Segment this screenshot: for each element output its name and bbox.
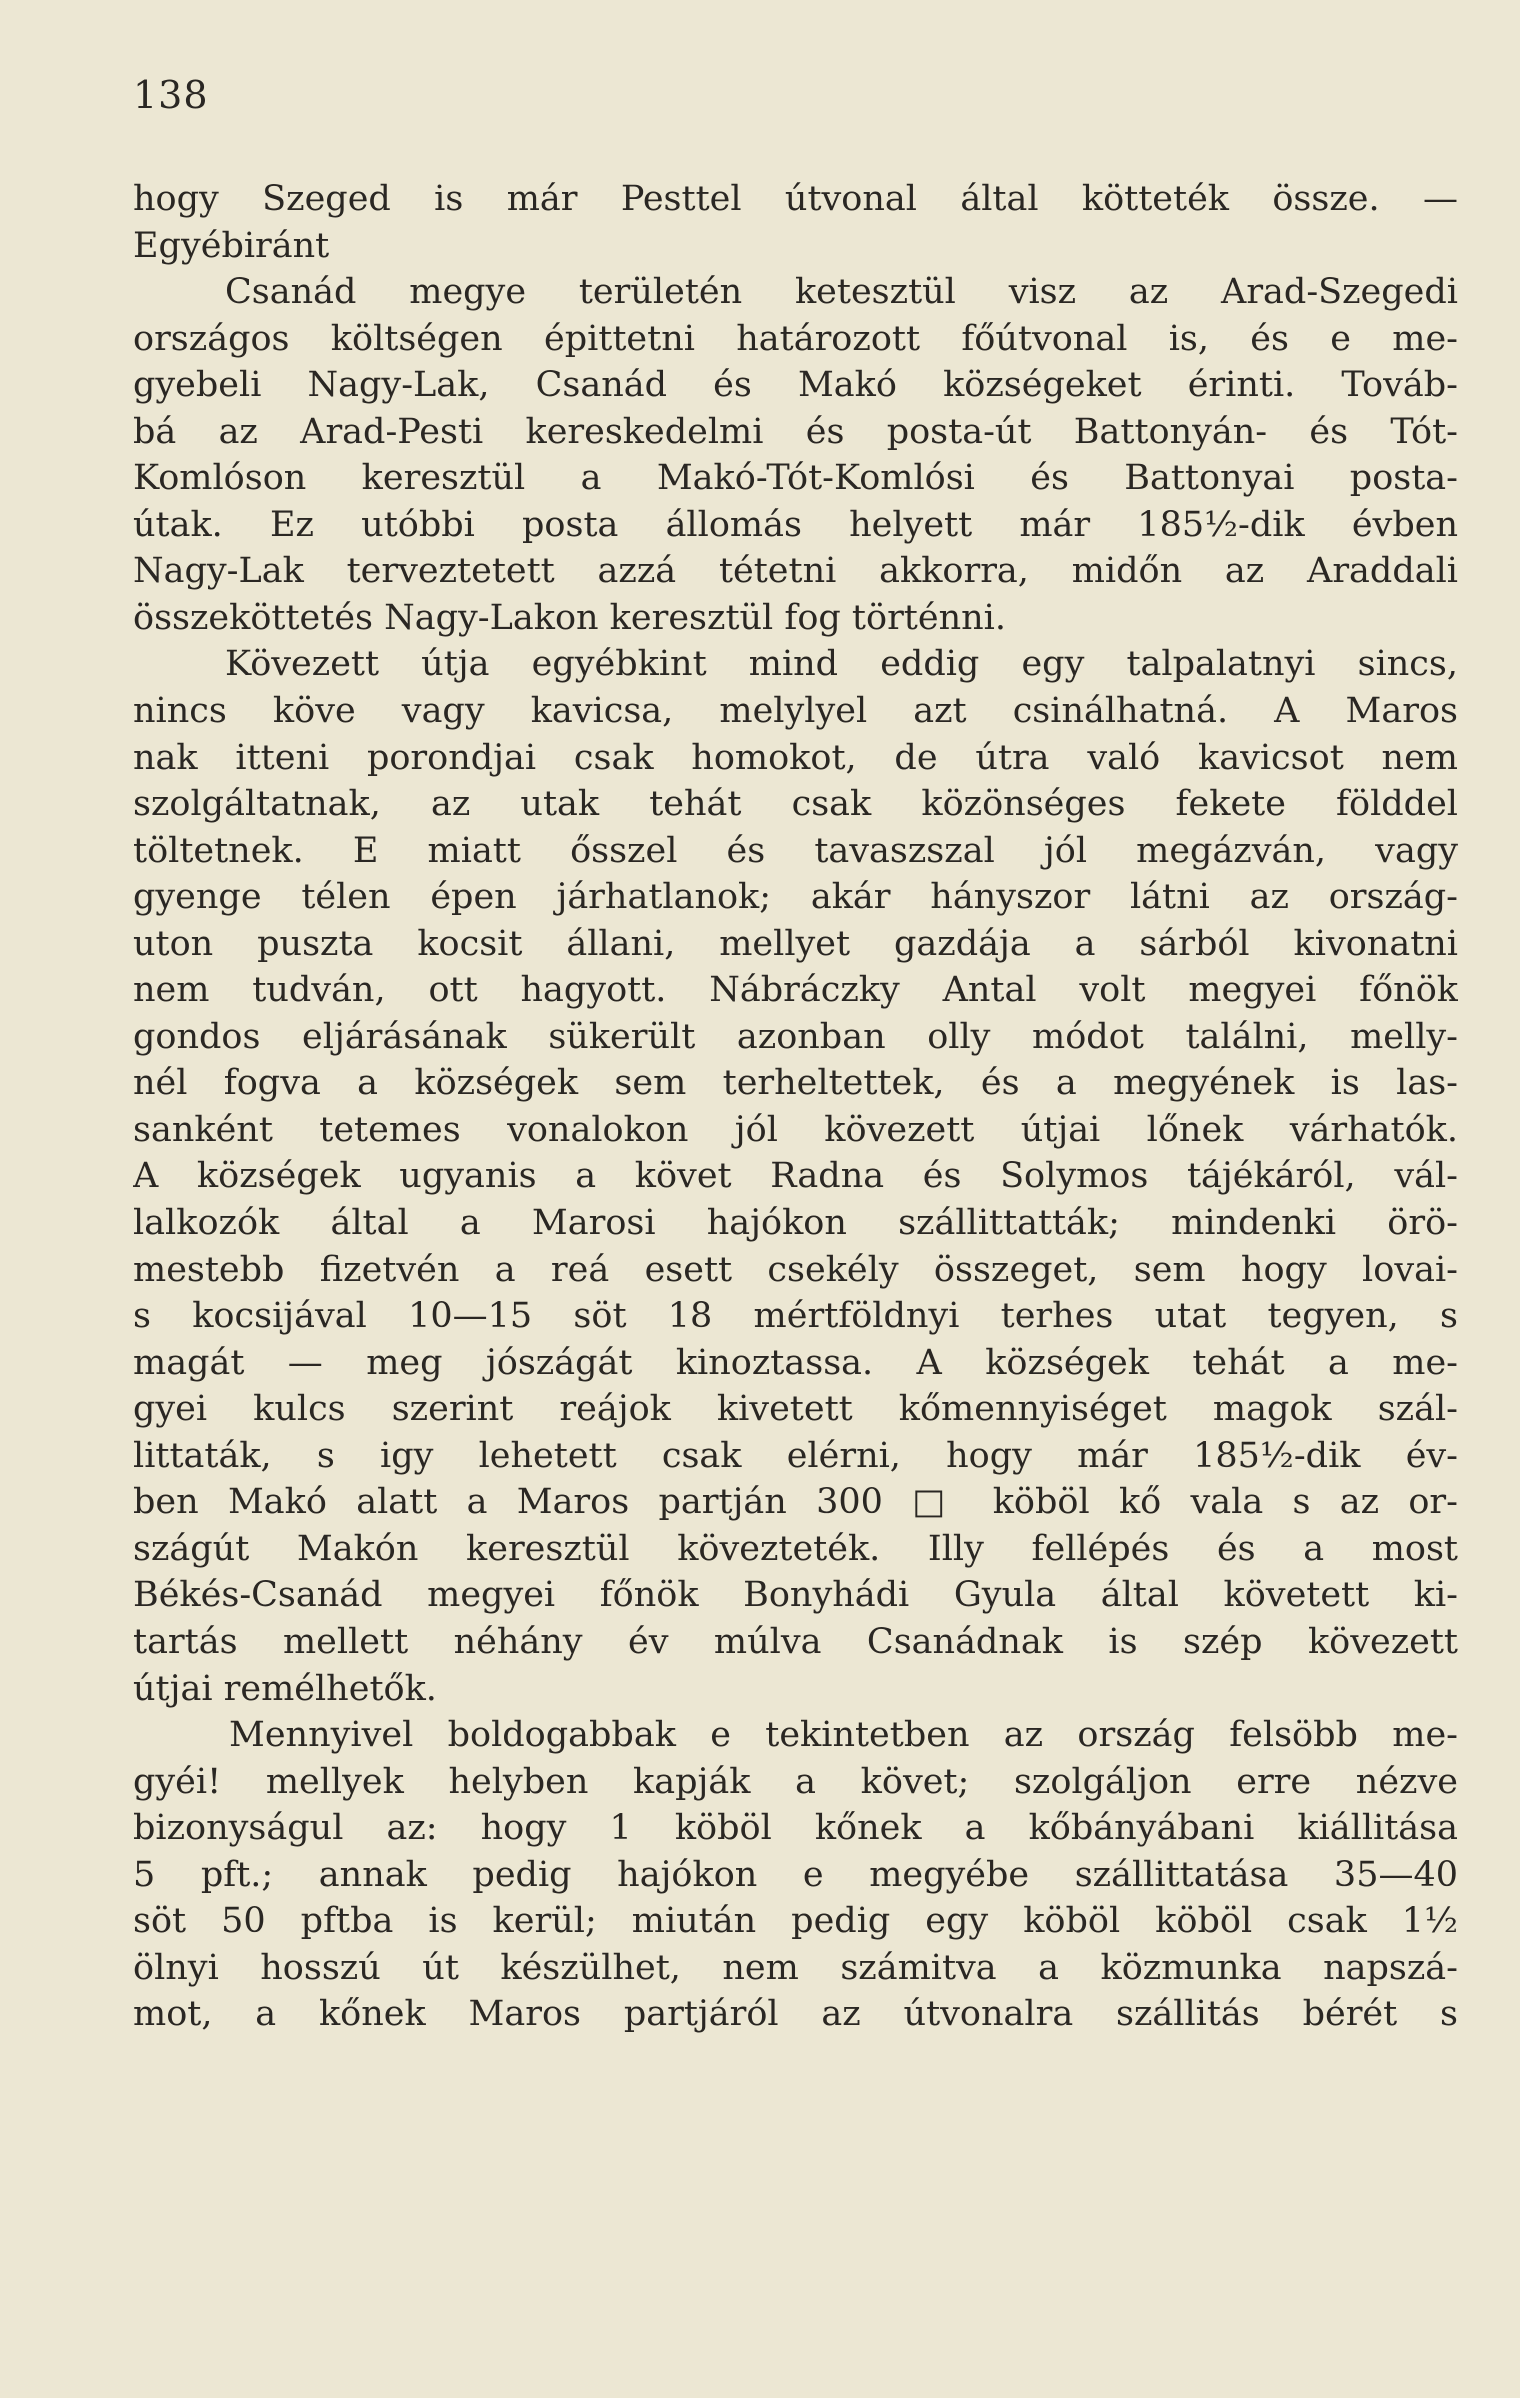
text-line: nincs köve vagy kavicsa, melylyel azt csinálhatná. A Maros [133,691,1458,732]
text-line: Békés-Csanád megyei főnök Bonyhádi Gyula által követett ki- [133,1575,1458,1616]
text-line: nél fogva a községek sem terheltettek, és a megyének is las- [133,1063,1458,1104]
text-line: sanként tetemes vonalokon jól kövezett útjai lőnek várhatók. [133,1109,1458,1150]
text-line: gyebeli Nagy-Lak, Csanád és Makó községeket érinti. Továb- [133,365,1458,406]
text-line: bizonyságul az: hogy 1 köböl kőnek a kőbányábani kiállitása [133,1808,1458,1849]
text-line: összeköttetés Nagy-Lakon keresztül fog történni. [133,597,1006,638]
page-number: 138 [133,73,209,117]
text-line: gyéi! mellyek helyben kapják a követ; szolgáljon erre nézve [133,1761,1458,1802]
text-line: útak. Ez utóbbi posta állomás helyett már 185½-dik évben [133,504,1458,545]
text-line: nak itteni porondjai csak homokot, de útra való kavicsot nem [133,737,1458,778]
text-line: mot, a kőnek Maros partjáról az útvonalra szállitás bérét s [133,1994,1458,2035]
text-line: hogy Szeged is már Pesttel útvonal által kötteték össze. — [133,179,1458,219]
text-line: ölnyi hosszú út készülhet, nem számitva a közmunka napszá- [133,1947,1458,1988]
text-line: gyenge télen épen járhatlanok; akár hányszor látni az ország- [133,877,1458,918]
text-line: lalkozók által a Marosi hajókon szállittatták; mindenki örö- [133,1203,1458,1244]
text-line: szágút Makón keresztül kövezteték. Illy fellépés és a most [133,1528,1458,1569]
text-line: nem tudván, ott hagyott. Nábráczky Antal volt megyei főnök [133,970,1458,1011]
text-line: s kocsijával 10—15 söt 18 mértföldnyi terhes utat tegyen, s [133,1296,1458,1337]
text-line: Egyébiránt [133,225,330,266]
text-line: töltetnek. E miatt ősszel és tavaszszal jól megázván, vagy [133,830,1458,871]
text-line: Komlóson keresztül a Makó-Tót-Komlósi és Battonyai posta- [133,458,1458,499]
text-line: útjai remélhetők. [133,1668,437,1709]
text-line: magát — meg jószágát kinoztassa. A községek tehát a me- [133,1342,1458,1383]
text-line: gondos eljárásának sükerült azonban olly módot találni, melly- [133,1016,1458,1057]
text-line: söt 50 pftba is kerül; miután pedig egy köböl köböl csak 1½ [133,1901,1458,1942]
text-line: 5 pft.; annak pedig hajókon e megyébe szállittatása 35—40 [133,1854,1458,1895]
text-line: A községek ugyanis a követ Radna és Solymos tájékáról, vál- [133,1156,1458,1197]
text-line: Nagy-Lak terveztetett azzá tétetni akkorra, midőn az Araddali [133,551,1458,592]
text-line: littaták, s igy lehetett csak elérni, hogy már 185½-dik év- [133,1435,1458,1476]
text-line: Mennyivel boldogabbak e tekintetben az ország felsöbb me- [229,1715,1458,1756]
text-line: ben Makó alatt a Maros partján 300 □ köböl kő vala s az or- [133,1482,1458,1523]
text-line: gyei kulcs szerint reájok kivetett kőmennyiséget magok szál- [133,1389,1458,1430]
text-line: bá az Arad-Pesti kereskedelmi és posta-út Battonyán- és Tót- [133,411,1458,452]
text-line: tartás mellett néhány év múlva Csanádnak is szép kövezett [133,1621,1458,1662]
text-line: szolgáltatnak, az utak tehát csak közönséges fekete földdel [133,784,1458,825]
body-text [133,176,1458,2038]
text-line: Csanád megye területén ketesztül visz az Arad-Szegedi [225,272,1458,313]
text-line: uton puszta kocsit állani, mellyet gazdája a sárból kivonatni [133,923,1458,964]
text-line: mestebb fizetvén a reá esett csekély összeget, sem hogy lovai- [133,1249,1458,1290]
text-line: országos költségen épittetni határozott főútvonal is, és e me- [133,318,1458,359]
text-line: Kövezett útja egyébkint mind eddig egy talpalatnyi sincs, [225,644,1458,685]
